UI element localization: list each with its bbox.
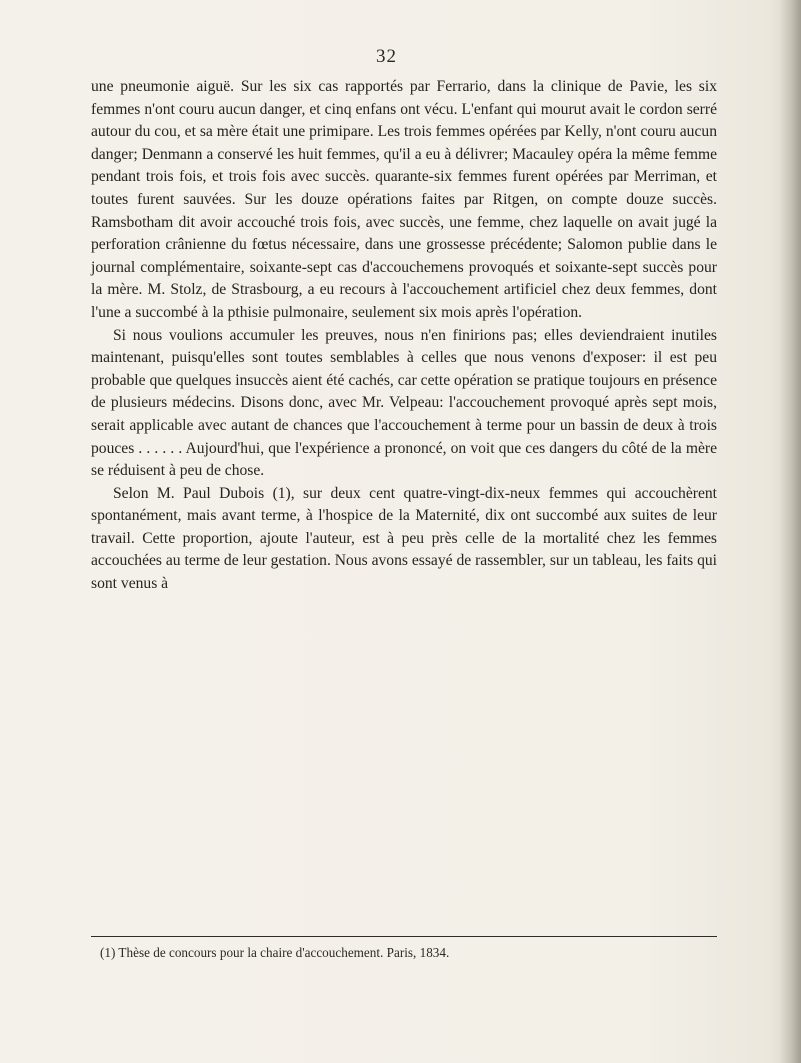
paragraph-2: Si nous voulions accumuler les preuves, nous n'en finirions pas; elles deviendraient inutiles maintenant, puisqu'elles sont toutes semblables à celles que nous venons d'exposer: il est peu probable que quelques insuccès aient été cachés, car cette opération se pratique toujours en présence de plusieurs médecins. Disons donc, avec Mr. Velpeau: l'accouchement provoqué après sept mois, serait applicable avec autant de chances que l'accouchement à terme pour un bassin de deux à trois pouces . . . . . . Aujourd'hui, que l'expérience a prononcé, on voit que ces dangers du côté de la mère se réduisent à peu de chose. xyxy=(91,326,717,480)
page-edge-shadow xyxy=(779,0,801,1063)
body-text xyxy=(91,76,717,596)
footnote-divider xyxy=(91,936,717,937)
paragraph-3: Selon M. Paul Dubois (1), sur deux cent quatre-vingt-dix-neux femmes qui accouchèrent spontanément, mais avant terme, à l'hospice de la Maternité, dix ont succombé aux suites de leur travail. Cette proportion, ajoute l'auteur, est à peu près celle de la mortalité chez les femmes accouchées au terme de leur gestation. Nous avons essayé de rassembler, sur un tableau, les faits qui sont venus à xyxy=(91,484,717,593)
paragraph-1: une pneumonie aiguë. Sur les six cas rapportés par Ferrario, dans la clinique de Pavie, les six femmes n'ont couru aucun danger, et cinq enfans ont vécu. L'enfant qui mourut avait le cordon serré autour du cou, et sa mère était une primipare. Les trois femmes opérées par Kelly, n'ont couru aucun danger; Denmann a conservé les huit femmes, qu'il a eu à délivrer; Macauley opéra la même femme pendant trois fois, et trois fois avec succès. quarante-six femmes furent opérées par Merriman, et toutes furent sauvées. Sur les douze opérations faites par Ritgen, on compte douze succès. Ramsbotham dit avoir accouché trois fois, avec succès, une femme, chez laquelle on avait jugé la perforation crânienne du fœtus nécessaire, dans une grossesse précédente; Salomon publie dans le journal complémentaire, soixante-sept cas d'accouchemens provoqués et soixante-sept succès pour la mère. M. Stolz, de Strasbourg, a eu recours à l'accouchement artificiel chez deux femmes, dont l'une a succombé à la pthisie pulmonaire, seulement six mois après l'opération. xyxy=(91,78,717,321)
page-number: 32 xyxy=(376,46,397,67)
footnote: (1) Thèse de concours pour la chaire d'accouchement. Paris, 1834. xyxy=(100,945,450,960)
